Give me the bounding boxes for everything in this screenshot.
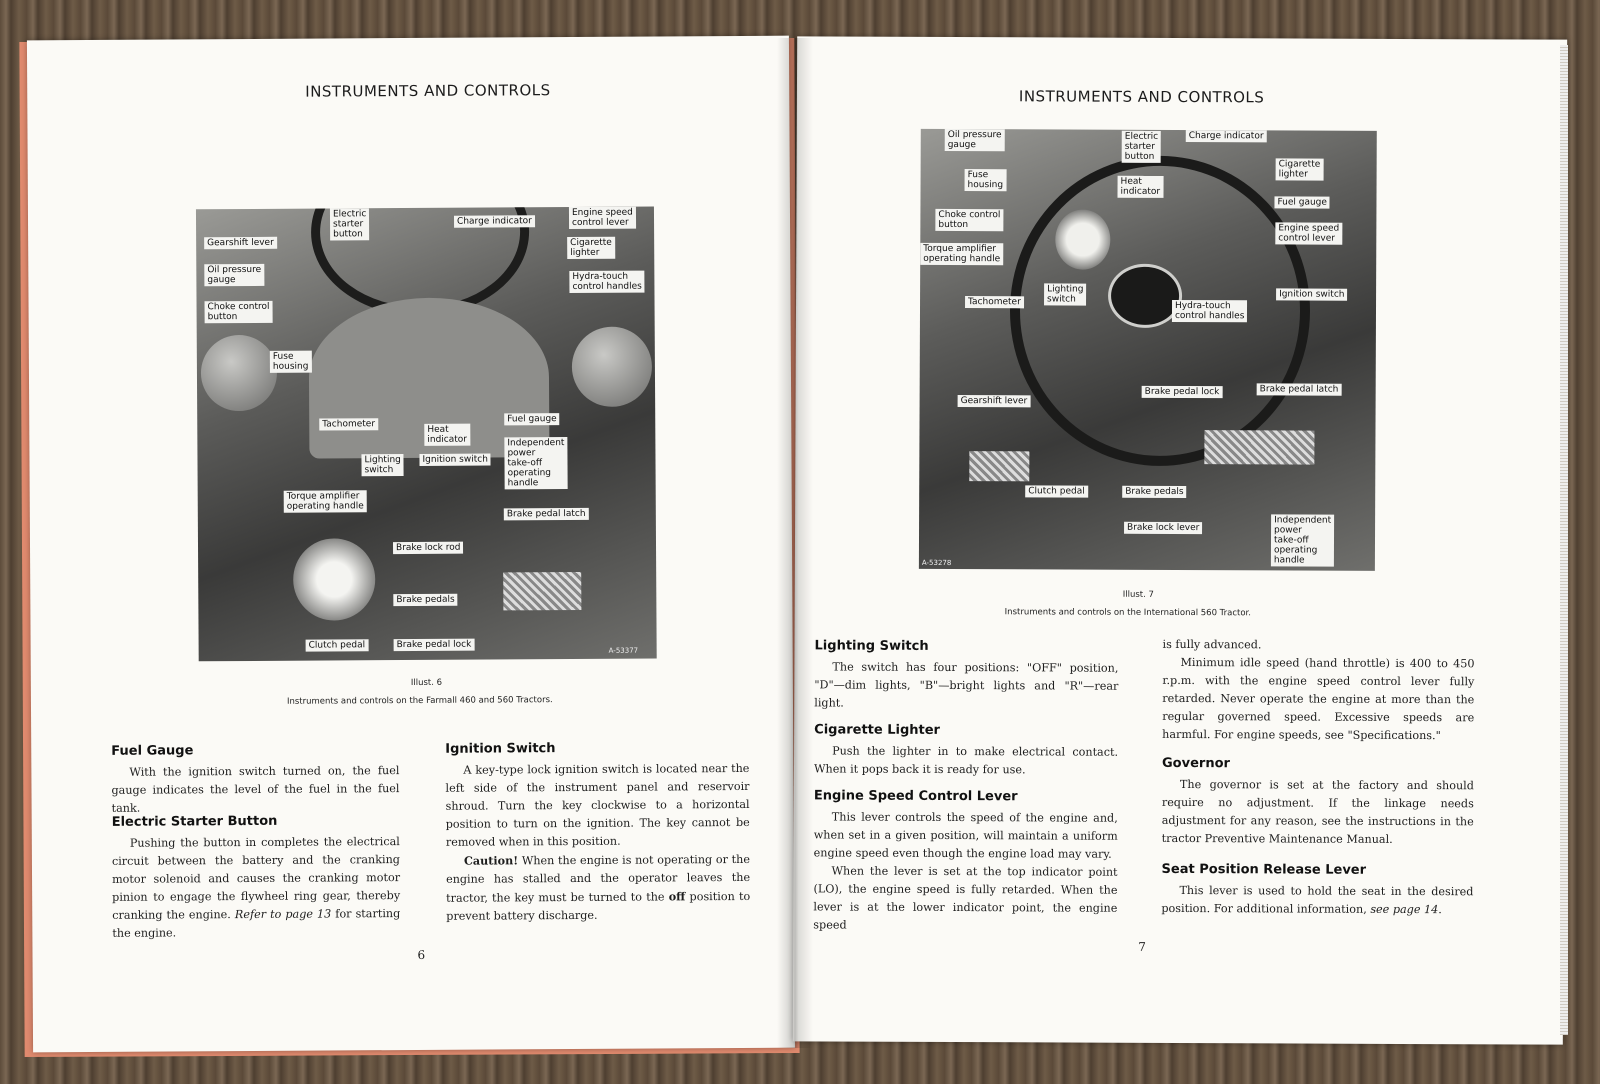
ignition-switch-section	[445, 740, 750, 926]
label-fuse-housing: Fuse housing	[965, 169, 1007, 191]
left-page-header: INSTRUMENTS AND CONTROLS	[305, 81, 551, 101]
label-torque-amplifier-handle: Torque amplifier operating handle	[920, 243, 1003, 265]
label-brake-pedal-latch: Brake pedal latch	[1257, 383, 1342, 395]
brake-pedals-shape	[503, 572, 581, 610]
label-independent-pto-handle: Independent power take-off operating handle	[1271, 514, 1334, 566]
label-electric-starter-button: Electric starter button	[330, 208, 370, 240]
fuel-gauge-heading: Fuel Gauge	[111, 743, 194, 759]
label-brake-pedal-lock: Brake pedal lock	[394, 639, 475, 651]
label-torque-amplifier-handle: Torque amplifier operating handle	[284, 490, 367, 513]
label-lighting-switch: Lighting switch	[1044, 283, 1086, 305]
continued-text: is fully advanced.	[1162, 637, 1262, 652]
label-brake-pedals: Brake pedals	[393, 594, 457, 606]
engine-speed-heading: Engine Speed Control Lever	[813, 788, 1018, 805]
label-gearshift-lever: Gearshift lever	[958, 395, 1031, 407]
brake-pedals-shape	[1204, 430, 1314, 464]
left-page-number: 6	[417, 947, 426, 962]
label-cigarette-lighter: Cigarette lighter	[1276, 158, 1324, 180]
label-tachometer: Tachometer	[319, 418, 378, 430]
lighting-switch-text: The switch has four positions: "OFF" position, "D"—dim lights, "B"—bright lights and "R"—rear light.	[814, 660, 1119, 710]
page-13-reference: Refer to page 13	[234, 907, 332, 922]
label-lighting-switch: Lighting switch	[361, 454, 404, 476]
engine-speed-text-1: This lever controls the speed of the engine and, when set in a given position, will maintain a uniform engine speed even though the engine load may vary.	[813, 810, 1118, 861]
label-choke-control-button: Choke control button	[935, 209, 1003, 231]
book-spine-shadow	[777, 38, 813, 1048]
caution-label: Caution!	[463, 853, 519, 868]
governor-text: The governor is set at the factory and should require no adjustment. If the linkage needs adjustment for any reason, see the instructions in the tractor Preventive Maintenance Manual.	[1161, 778, 1474, 846]
label-engine-speed-control-lever: Engine speed control lever	[569, 207, 636, 229]
lighting-switch-heading: Lighting Switch	[814, 638, 929, 654]
label-brake-lock-rod: Brake lock rod	[393, 542, 464, 554]
right-page	[793, 36, 1567, 1044]
label-clutch-pedal: Clutch pedal	[1025, 485, 1088, 497]
label-tachometer: Tachometer	[965, 296, 1024, 308]
engine-speed-text-2: When the lever is set at the top indicator point (LO), the engine speed is fully retarded. When the lever is at the lower indicator point, the engine speed	[813, 864, 1118, 932]
label-fuel-gauge: Fuel gauge	[504, 413, 560, 425]
governor-heading: Governor	[1161, 755, 1230, 772]
label-clutch-pedal: Clutch pedal	[306, 639, 369, 651]
label-brake-pedal-lock: Brake pedal lock	[1142, 386, 1223, 398]
illustration-7-number: Illust. 7	[1122, 589, 1154, 600]
illustration-7-caption: Instruments and controls on the International 560 Tractor.	[1004, 607, 1251, 619]
electric-starter-section	[112, 813, 401, 943]
label-brake-pedals: Brake pedals	[1122, 486, 1186, 498]
left-headlight-shape	[201, 335, 277, 411]
label-heat-indicator: Heat indicator	[1117, 176, 1163, 198]
label-gearshift-lever: Gearshift lever	[204, 237, 277, 249]
illustration-7-photo	[919, 129, 1377, 571]
illustration-6-caption: Instruments and controls on the Farmall 460 and 560 Tractors.	[286, 695, 553, 707]
label-charge-indicator: Charge indicator	[454, 215, 535, 227]
label-heat-indicator: Heat indicator	[424, 424, 470, 446]
label-ignition-switch: Ignition switch	[1276, 288, 1347, 300]
right-page-number: 7	[1138, 939, 1146, 954]
label-ignition-switch: Ignition switch	[419, 454, 490, 466]
label-hydra-touch-control-handles: Hydra-touch control handles	[569, 271, 645, 293]
illustration-6-code: A-53377	[608, 646, 639, 655]
label-brake-lock-lever: Brake lock lever	[1124, 522, 1202, 534]
right-headlight-shape	[572, 327, 652, 407]
ignition-switch-text: A key-type lock ignition switch is located near the left side of the instrument panel and reservoir shroud. Turn the key clockwise to a horizontal position to turn on the ignition. The key cannot be removed when in this position.	[445, 761, 750, 849]
engine-speed-section	[813, 788, 1118, 935]
label-electric-starter-button: Electric starter button	[1122, 131, 1161, 163]
clutch-pedal-shape	[969, 451, 1029, 481]
fuel-gauge-section	[111, 742, 399, 818]
idle-speed-text: Minimum idle speed (hand throttle) is 400 to 450 r.p.m. with the engine speed control lever fully retarded. Never operate the engine at more than the regular governed speed. Excessive speeds are harmful. For engine speeds, see "Specifications."	[1162, 656, 1475, 743]
page-14-reference: see page 14	[1370, 902, 1439, 917]
work-light-shape	[293, 538, 375, 620]
seat-position-section	[1161, 862, 1473, 919]
caution-text: Caution! When the engine is not operating or the engine has stalled and the operator leaves the tractor, the key must be turned to the off position to prevent battery discharge.	[446, 852, 751, 923]
tachometer-shape	[1055, 209, 1110, 269]
illustration-6-photo	[196, 207, 657, 662]
label-choke-control-button: Choke control button	[205, 301, 273, 323]
label-cigarette-lighter: Cigarette lighter	[567, 237, 615, 259]
fuel-gauge-text: With the ignition switch turned on, the fuel gauge indicates the level of the fuel in the fuel tank.	[111, 764, 400, 815]
cigarette-lighter-section	[814, 722, 1118, 779]
label-charge-indicator: Charge indicator	[1186, 130, 1267, 142]
electric-starter-heading: Electric Starter Button	[111, 813, 278, 830]
illustration-7-code: A-53278	[921, 558, 952, 568]
governor-section	[1162, 756, 1474, 849]
illustration-6-number: Illust. 6	[410, 677, 443, 689]
label-fuse-housing: Fuse housing	[270, 351, 312, 373]
label-oil-pressure-gauge: Oil pressure gauge	[204, 264, 264, 286]
right-page-header: INSTRUMENTS AND CONTROLS	[1018, 87, 1265, 107]
speed-continued-section	[1162, 636, 1474, 745]
page-stack-edge	[1560, 45, 1568, 1035]
label-engine-speed-control-lever: Engine speed control lever	[1275, 222, 1342, 244]
label-brake-pedal-latch: Brake pedal latch	[504, 508, 589, 521]
seat-position-heading: Seat Position Release Lever	[1161, 861, 1367, 878]
seat-position-text: This lever is used to hold the seat in the desired position. For additional information, see page 14.	[1161, 884, 1474, 917]
label-hydra-touch-control-handles: Hydra-touch control handles	[1172, 300, 1248, 322]
cigarette-lighter-text: Push the lighter in to make electrical contact. When it pops back it is ready for use.	[813, 744, 1119, 777]
left-page	[27, 36, 795, 1053]
lighting-switch-section	[814, 638, 1118, 713]
label-fuel-gauge: Fuel gauge	[1274, 196, 1330, 208]
label-independent-pto-handle: Independent power take-off operating handle	[504, 437, 567, 489]
ignition-switch-heading: Ignition Switch	[445, 741, 556, 757]
electric-starter-text: Pushing the button in completes the electrical circuit between the battery and the cranking motor solenoid and causes the cranking motor pinion to engage the flywheel ring gear, thereby cranking the engine. Refer to page 13 for starting the engine.	[111, 835, 401, 940]
label-oil-pressure-gauge: Oil pressure gauge	[945, 129, 1005, 151]
cigarette-lighter-heading: Cigarette Lighter	[814, 722, 941, 738]
